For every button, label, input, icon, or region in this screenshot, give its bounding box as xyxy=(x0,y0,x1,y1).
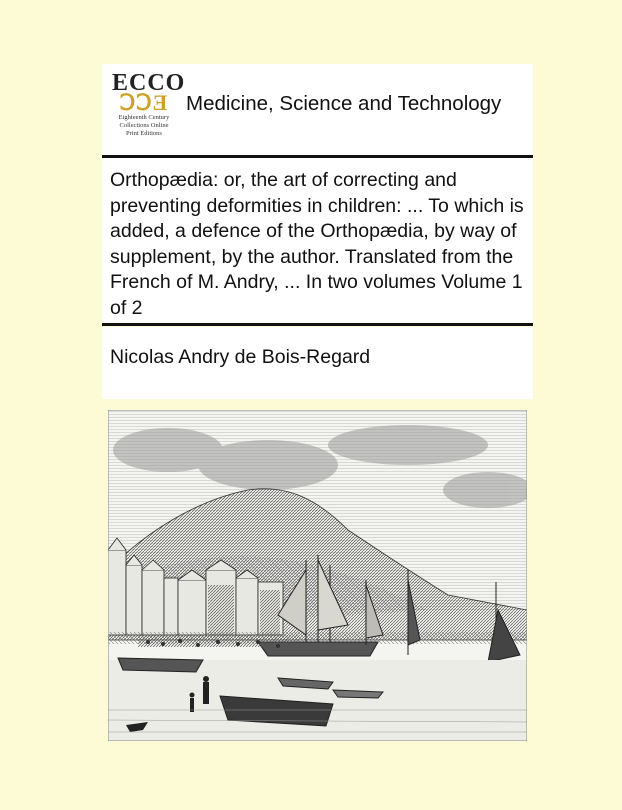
beach xyxy=(108,660,527,741)
book-author: Nicolas Andry de Bois-Regard xyxy=(110,346,371,368)
header-card xyxy=(102,64,533,156)
author-card xyxy=(102,327,533,399)
logo-line-2: Collections Online xyxy=(119,122,169,129)
crowd xyxy=(138,635,298,648)
title-card xyxy=(102,158,533,324)
logo-line-3: Print Editions xyxy=(126,130,162,137)
collection-name: Medicine, Science and Technology xyxy=(186,92,502,115)
book-title: Orthopædia: or, the art of correcting and preventing deformities in children: ... To which is added, a defence of the Orthopædia, by way of supplement, by the author. Translated from the French of M. Andry, ... In two volumes Volume 1 of 2 xyxy=(110,169,524,319)
divider-bottom xyxy=(102,323,533,326)
engraving-illustration xyxy=(108,410,527,741)
logo-mark-reflection: ↃↃƎ xyxy=(119,90,169,115)
logo-mark: ECCO xyxy=(112,70,186,96)
logo-line-1: Eighteenth Century xyxy=(118,114,170,121)
ecco-logo xyxy=(112,70,186,152)
